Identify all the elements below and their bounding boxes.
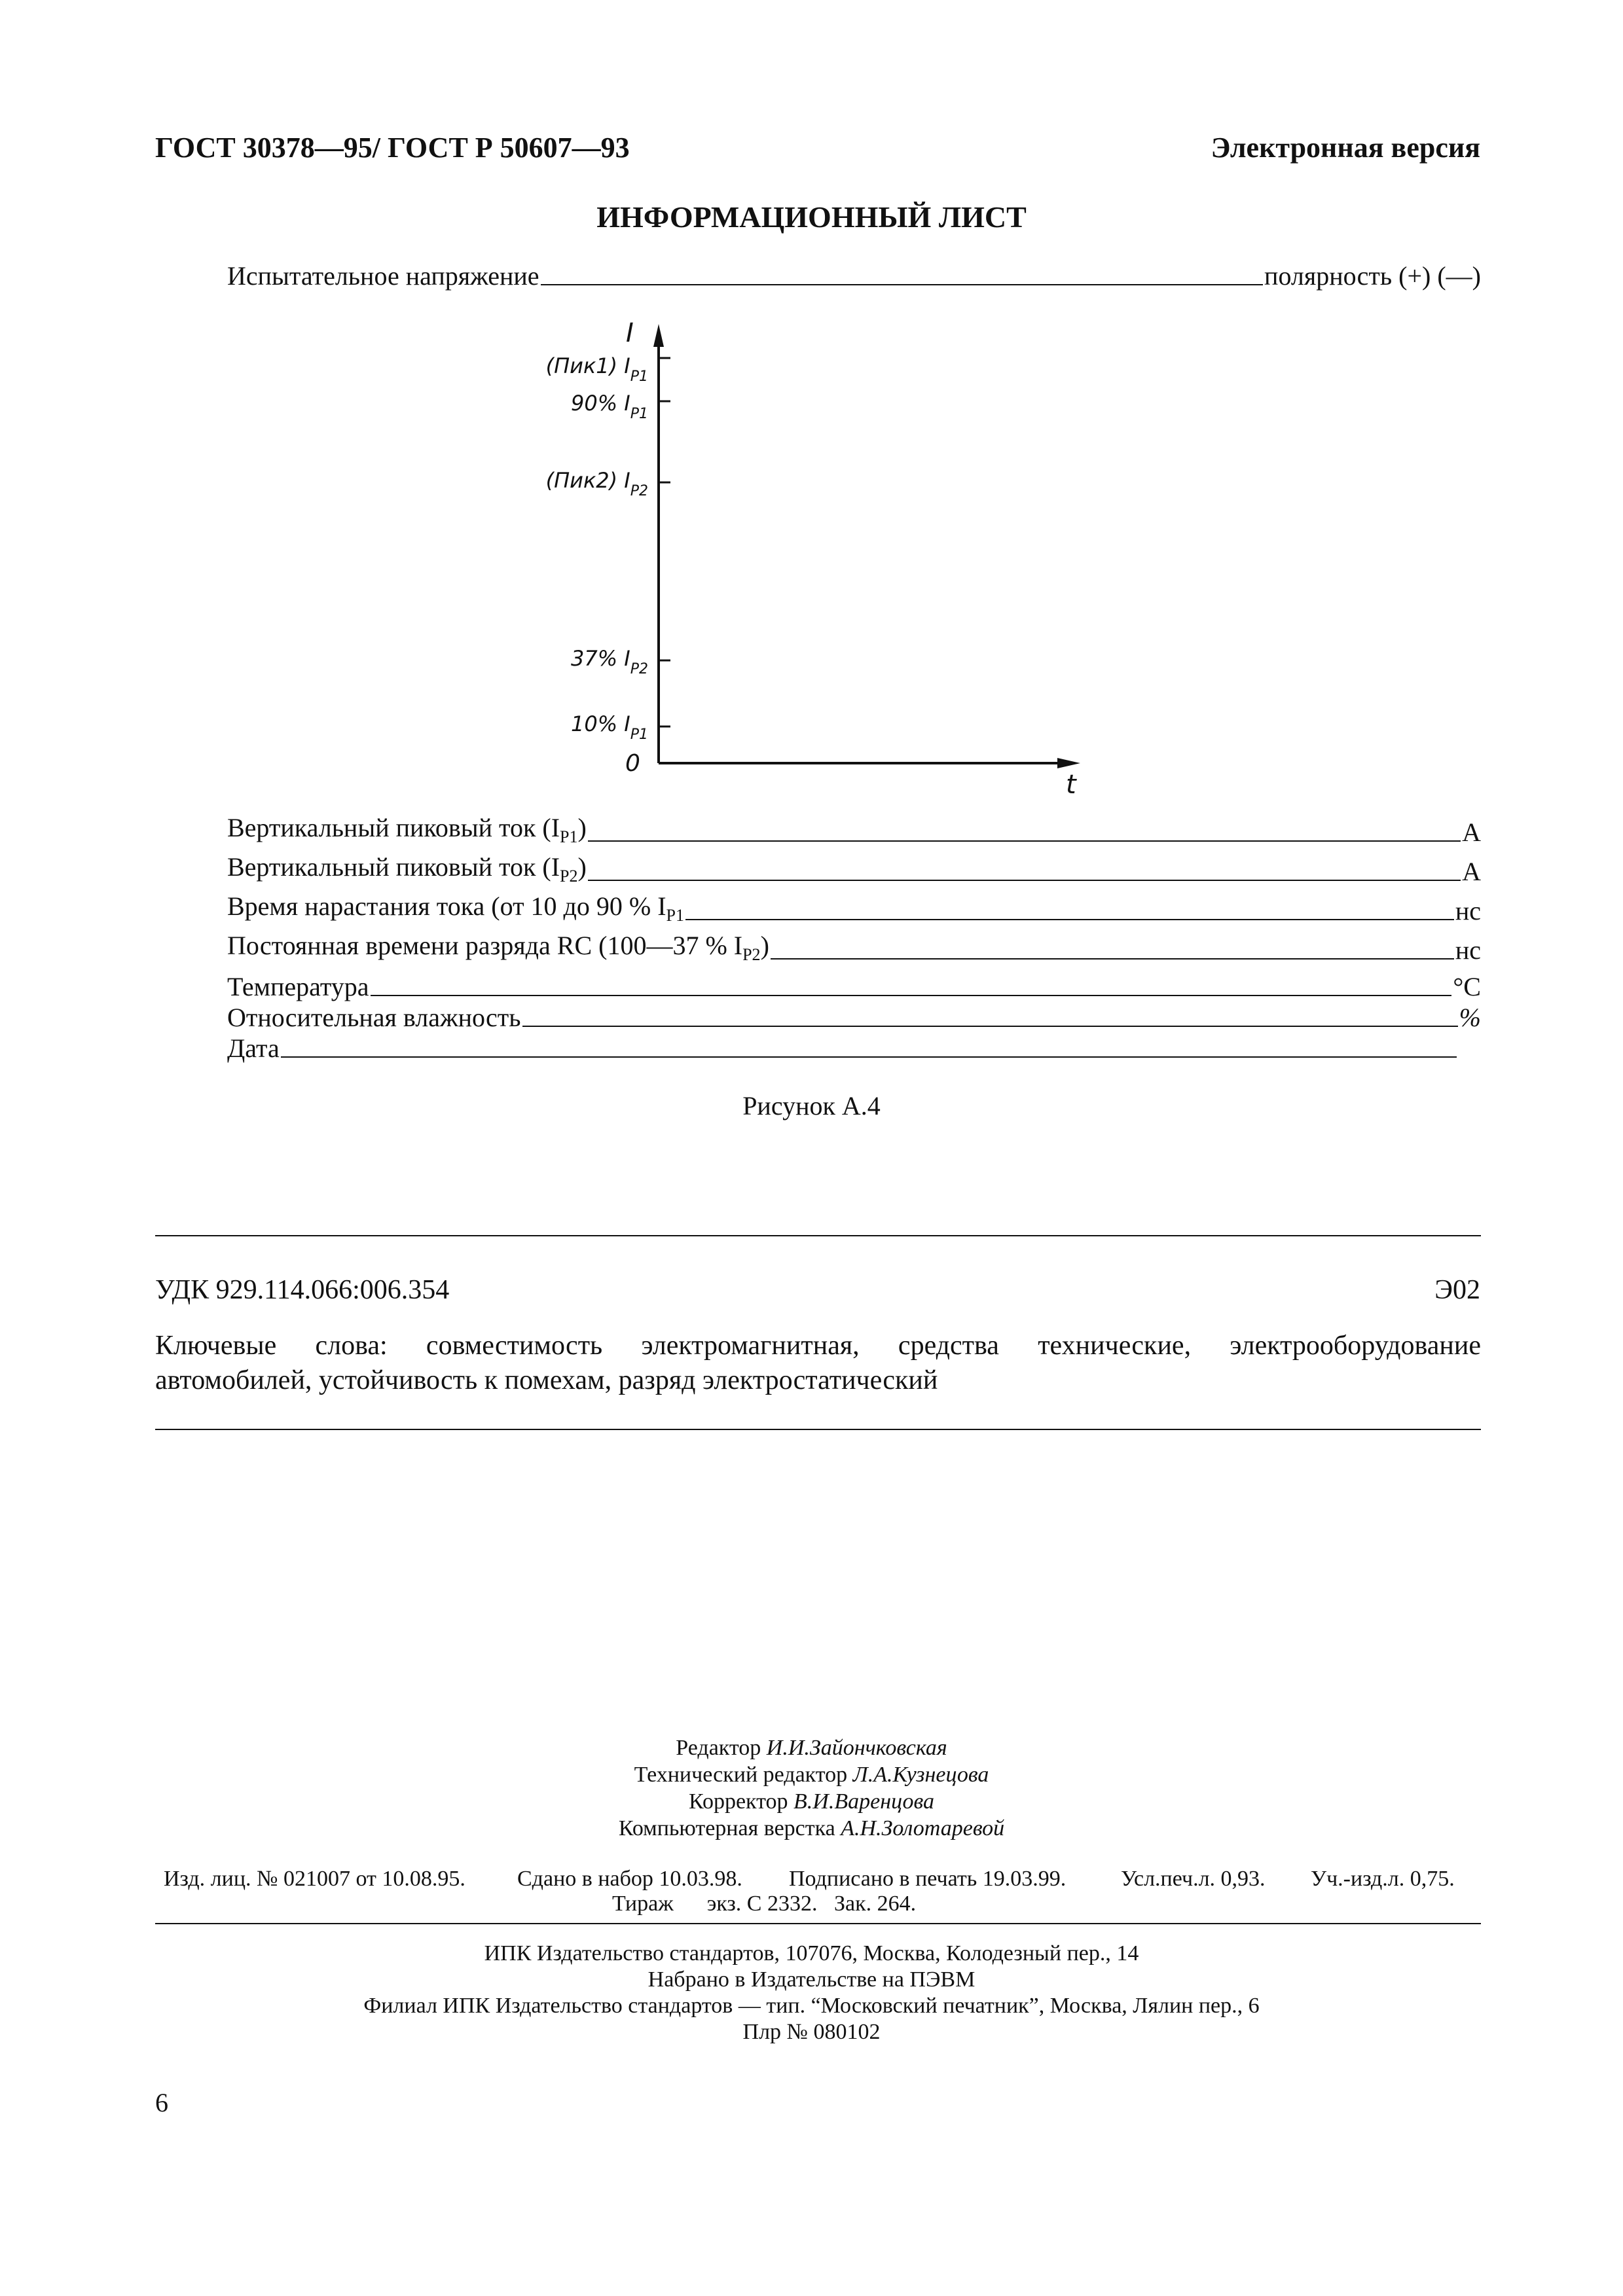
- field-blank[interactable]: [771, 958, 1454, 960]
- udk-code: УДК 929.114.066:006.354: [155, 1275, 450, 1305]
- tick-label-90: 90% $I_{P1}$: [571, 391, 648, 422]
- publisher-line-4: Плр № 080102: [742, 2020, 881, 2044]
- field-blank[interactable]: [522, 1026, 1458, 1027]
- divider-imprint: [155, 1923, 1481, 1924]
- x-axis-arrow: [1057, 758, 1080, 768]
- origin-label: 0: [625, 750, 640, 777]
- field-humidity: [227, 1005, 1481, 1031]
- field-blank[interactable]: [685, 919, 1454, 920]
- page-title: ИНФОРМАЦИОННЫЙ ЛИСТ: [596, 200, 1027, 234]
- credit-tech-editor: Технический редактор Л.А.Кузнецова: [634, 1763, 989, 1787]
- field-unit: °C: [1453, 972, 1481, 1001]
- divider-top: [155, 1235, 1481, 1236]
- field-unit: А: [1462, 817, 1481, 847]
- edition-label: Электронная версия: [1211, 132, 1480, 164]
- imprint-print-sheets: Усл.печ.л. 0,93.: [1121, 1867, 1266, 1891]
- credit-proofreader: Корректор В.И.Варенцова: [688, 1789, 935, 1814]
- field-unit: %: [1459, 1003, 1481, 1032]
- field-label: Дата: [227, 1033, 280, 1063]
- field-unit: А: [1462, 857, 1481, 886]
- field-label: Время нарастания тока (от 10 до 90 % $I_{P1}$: [227, 891, 685, 925]
- field-date: [227, 1035, 1458, 1062]
- field-rc-decay: [227, 933, 1481, 963]
- field-label: Постоянная времени разряда RC (100—37 % $I_{P2}$): [227, 931, 769, 964]
- publisher-line-2: Набрано в Издательстве на ПЭВМ: [647, 1967, 976, 1992]
- y-axis-arrow: [653, 324, 664, 347]
- classification-code: Э02: [1434, 1275, 1480, 1305]
- figure-caption: Рисунок А.4: [742, 1091, 881, 1121]
- field-peak-current-1: [227, 815, 1481, 846]
- current-waveform-figure: [0, 0, 1623, 851]
- field-temperature: [227, 974, 1481, 1000]
- field-label: Относительная влажность: [227, 1003, 521, 1032]
- credit-layout: Компьютерная верстка А.Н.Золотаревой: [618, 1816, 1005, 1840]
- standard-number: ГОСТ 30378—95/ ГОСТ Р 50607—93: [155, 132, 630, 164]
- field-unit: нс: [1455, 935, 1481, 965]
- field-blank[interactable]: [281, 1056, 1457, 1058]
- imprint-pub-sheets: Уч.-изд.л. 0,75.: [1311, 1867, 1455, 1891]
- page-number: 6: [155, 2088, 168, 2117]
- imprint-signed: Подписано в печать 19.03.99.: [789, 1867, 1067, 1891]
- imprint-run: Тираж экз. С 2332. Зак. 264.: [612, 1892, 917, 1916]
- tick-label-peak1: (Пик1) $I_{P1}$: [545, 353, 648, 385]
- publisher-line-3: Филиал ИПК Издательство стандартов — тип. “Московский печатник”, Москва, Лялин пер., 6: [363, 1994, 1260, 2018]
- keywords-line-1: Ключевые слова: совместимость электромагнитная, средства технические, электрооборудование: [155, 1331, 1481, 1361]
- field-rise-time: [227, 893, 1481, 924]
- field-blank[interactable]: [588, 840, 1461, 842]
- y-axis-label: I: [626, 318, 634, 348]
- x-axis-label: t: [1066, 770, 1076, 800]
- tick-label-10: 10% $I_{P1}$: [571, 711, 648, 743]
- field-blank[interactable]: [371, 995, 1452, 996]
- publisher-line-1: ИПК Издательство стандартов, 107076, Москва, Колодезный пер., 14: [484, 1941, 1139, 1965]
- credit-editor: Редактор И.И.Зайончковская: [676, 1736, 947, 1760]
- divider-keywords: [155, 1429, 1481, 1430]
- field-unit: нс: [1455, 896, 1481, 925]
- field-peak-current-2: [227, 854, 1481, 885]
- imprint-license: Изд. лиц. № 021007 от 10.08.95.: [164, 1867, 465, 1891]
- polarity-label: полярность (+) (—): [1264, 261, 1481, 291]
- test-voltage-label: Испытательное напряжение: [227, 261, 539, 291]
- tick-label-37: 37% $I_{P2}$: [571, 646, 648, 677]
- imprint-submitted: Сдано в набор 10.03.98.: [517, 1867, 742, 1891]
- tick-label-peak2: (Пик2) $I_{P2}$: [545, 468, 648, 499]
- field-blank[interactable]: [588, 880, 1461, 881]
- field-label: Вертикальный пиковый ток $(I_{P1})$: [227, 813, 587, 846]
- keywords-line-2: автомобилей, устойчивость к помехам, разряд электростатический: [155, 1365, 938, 1395]
- field-label: Температура: [227, 972, 369, 1001]
- field-label: Вертикальный пиковый ток $(I_{P2})$: [227, 852, 587, 886]
